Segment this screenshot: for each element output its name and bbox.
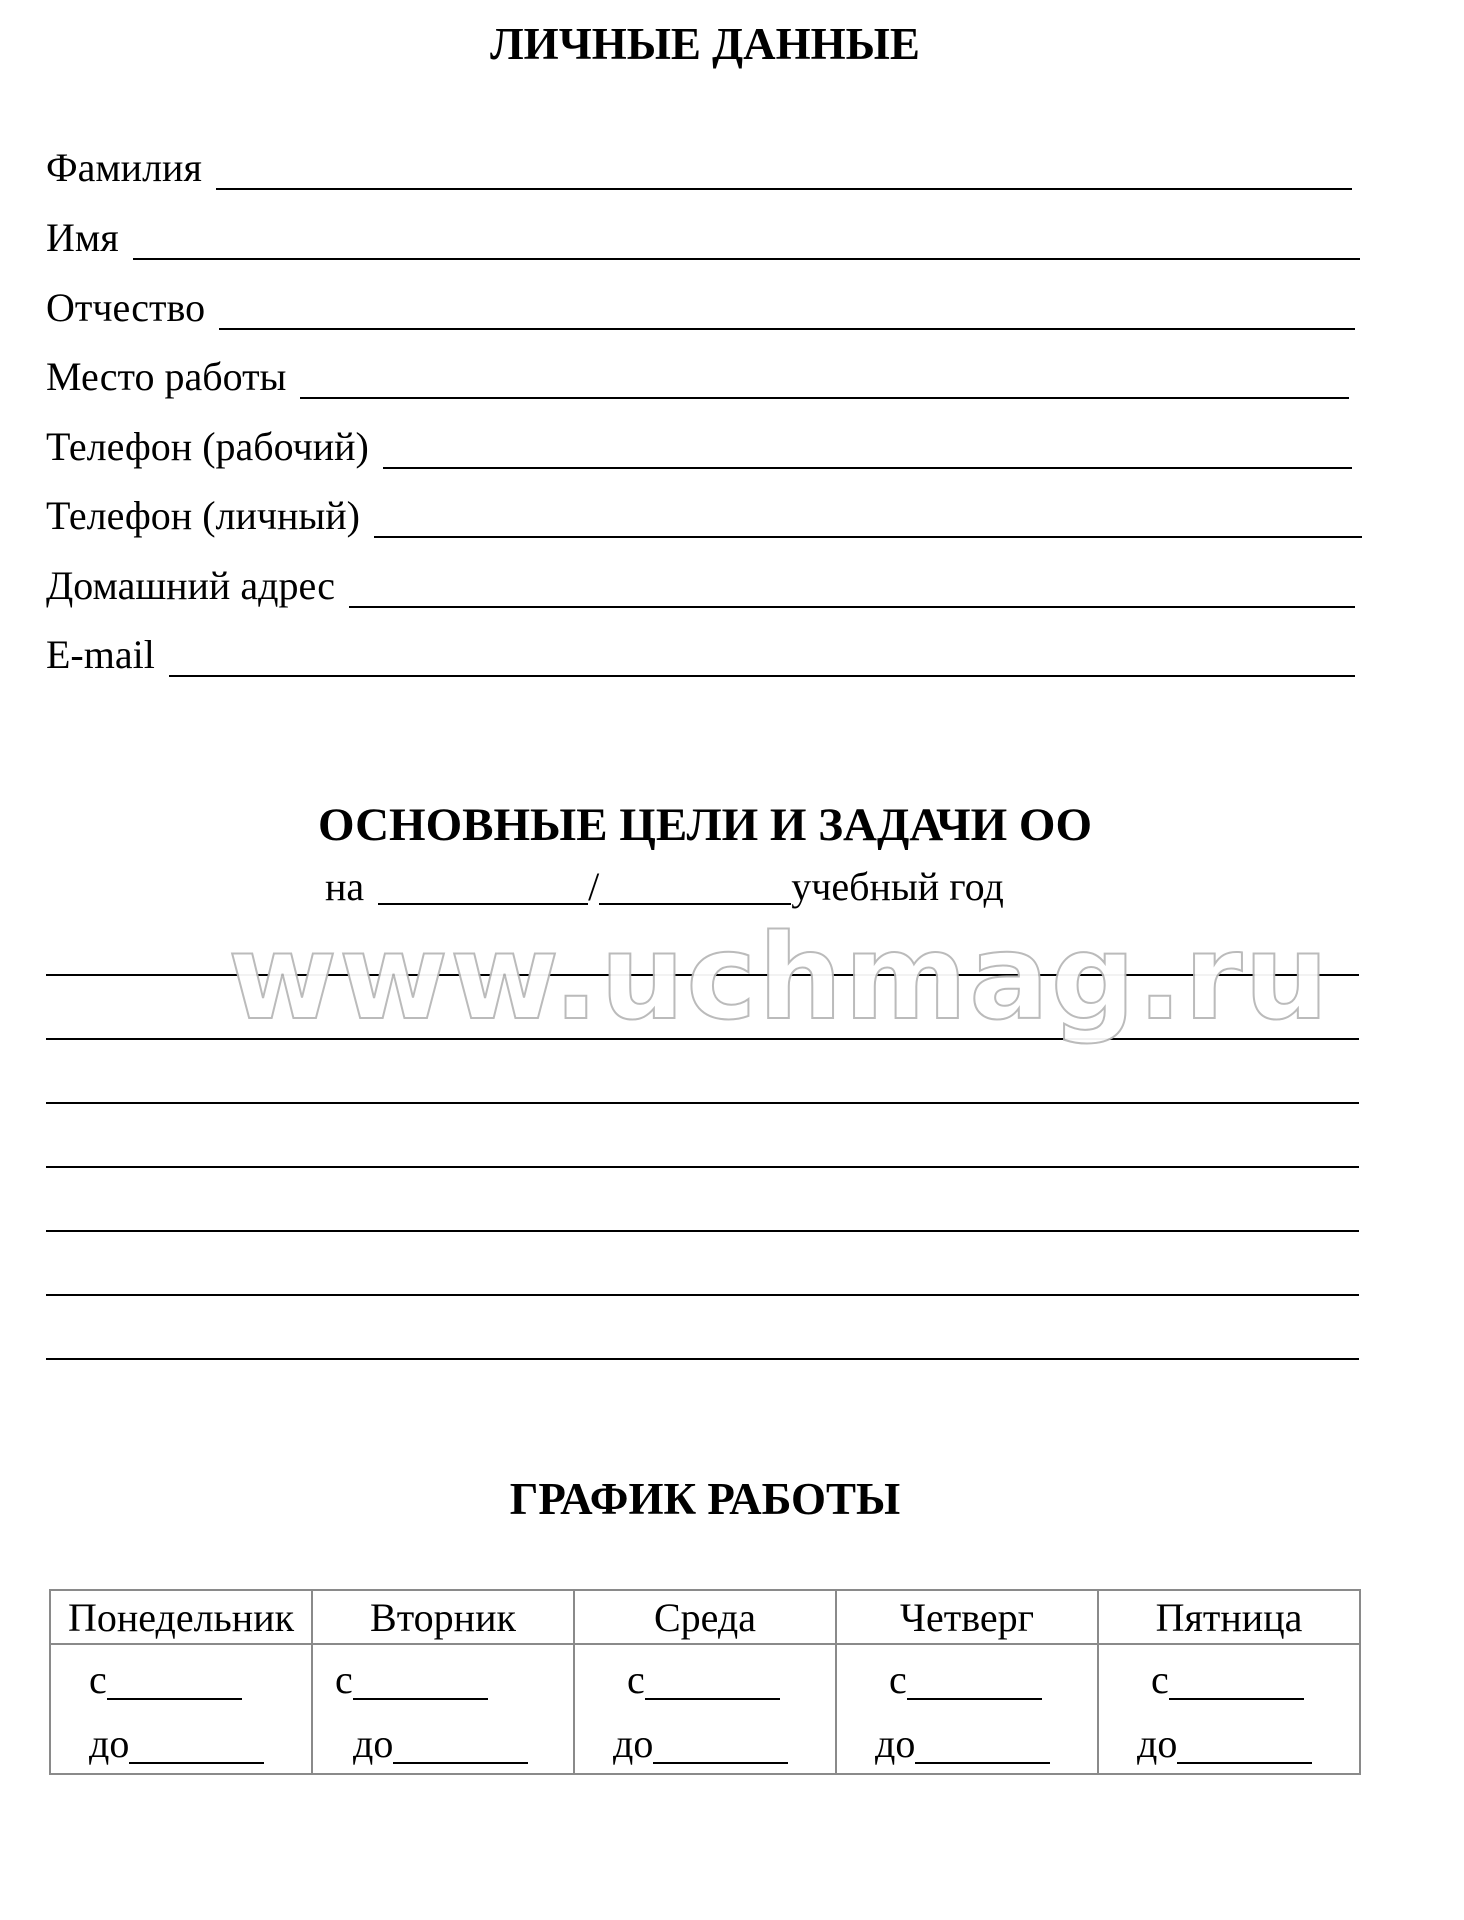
schedule-table xyxy=(49,1589,1361,1775)
to-label: до xyxy=(1137,1721,1178,1766)
goals-line[interactable] xyxy=(46,1358,1359,1360)
field-label: Фамилия xyxy=(46,145,202,190)
thursday-hours-cell xyxy=(836,1644,1098,1774)
field-home-address xyxy=(46,560,1355,610)
time-from xyxy=(51,1657,311,1703)
day-header-monday: Понедельник xyxy=(50,1590,312,1644)
time-to xyxy=(51,1721,311,1767)
field-label: Имя xyxy=(46,215,119,260)
watermark: www.uchmag.ru xyxy=(228,908,1331,1046)
day-header-friday: Пятница xyxy=(1098,1590,1360,1644)
field-first-name xyxy=(46,212,1360,262)
year-prefix: на xyxy=(325,864,365,909)
field-personal-phone xyxy=(46,490,1362,540)
time-to xyxy=(575,1721,835,1767)
field-work-phone xyxy=(46,421,1352,471)
to-label: до xyxy=(89,1721,130,1766)
goals-line[interactable] xyxy=(46,1230,1359,1232)
to-label: до xyxy=(875,1721,916,1766)
time-from xyxy=(575,1657,835,1703)
year-end-input-line[interactable] xyxy=(599,903,791,905)
field-label: Место работы xyxy=(46,354,287,399)
field-label: Домашний адрес xyxy=(46,563,335,608)
goals-title: ОСНОВНЫЕ ЦЕЛИ И ЗАДАЧИ ОО xyxy=(317,799,1093,851)
from-label: с xyxy=(335,1657,353,1702)
schedule-title: ГРАФИК РАБОТЫ xyxy=(509,1474,901,1524)
time-from xyxy=(1099,1657,1359,1703)
field-label: E-mail xyxy=(46,632,155,677)
schedule-header-row xyxy=(50,1590,1360,1644)
time-to xyxy=(313,1721,573,1767)
from-label: с xyxy=(889,1657,907,1702)
goals-line[interactable] xyxy=(46,1166,1359,1168)
surname-input-line[interactable] xyxy=(216,188,1352,190)
field-patronymic xyxy=(46,282,1355,332)
patronymic-input-line[interactable] xyxy=(219,328,1355,330)
time-from xyxy=(313,1657,573,1703)
email-input-line[interactable] xyxy=(169,675,1355,677)
time-from-input-line[interactable] xyxy=(107,1698,242,1700)
to-label: до xyxy=(353,1721,394,1766)
goals-line[interactable] xyxy=(46,1294,1359,1296)
time-to-input-line[interactable] xyxy=(1177,1762,1312,1764)
time-to-input-line[interactable] xyxy=(129,1762,264,1764)
day-header-tuesday: Вторник xyxy=(312,1590,574,1644)
field-surname xyxy=(46,142,1352,192)
personal-phone-input-line[interactable] xyxy=(374,536,1362,538)
day-header-thursday: Четверг xyxy=(836,1590,1098,1644)
workplace-input-line[interactable] xyxy=(300,397,1349,399)
monday-hours-cell xyxy=(50,1644,312,1774)
first-name-input-line[interactable] xyxy=(133,258,1360,260)
time-to-input-line[interactable] xyxy=(393,1762,528,1764)
time-to xyxy=(1099,1721,1359,1767)
field-label: Телефон (личный) xyxy=(46,493,361,538)
academic-year-row xyxy=(325,863,1004,911)
work-phone-input-line[interactable] xyxy=(383,467,1352,469)
personal-data-title: ЛИЧНЫЕ ДАННЫЕ xyxy=(490,19,920,69)
time-to-input-line[interactable] xyxy=(915,1762,1050,1764)
home-address-input-line[interactable] xyxy=(349,606,1355,608)
year-start-input-line[interactable] xyxy=(378,903,588,905)
friday-hours-cell xyxy=(1098,1644,1360,1774)
time-to xyxy=(837,1721,1097,1767)
field-label: Телефон (рабочий) xyxy=(46,424,369,469)
from-label: с xyxy=(1151,1657,1169,1702)
time-from-input-line[interactable] xyxy=(645,1698,780,1700)
field-email xyxy=(46,629,1355,679)
time-to-input-line[interactable] xyxy=(653,1762,788,1764)
goals-line[interactable] xyxy=(46,1102,1359,1104)
field-workplace xyxy=(46,351,1349,401)
time-from-input-line[interactable] xyxy=(907,1698,1042,1700)
time-from-input-line[interactable] xyxy=(1169,1698,1304,1700)
field-label: Отчество xyxy=(46,285,206,330)
from-label: с xyxy=(627,1657,645,1702)
day-header-wednesday: Среда xyxy=(574,1590,836,1644)
schedule-hours-row xyxy=(50,1644,1360,1774)
year-separator: / xyxy=(588,864,600,909)
from-label: с xyxy=(89,1657,107,1702)
time-from-input-line[interactable] xyxy=(353,1698,488,1700)
time-from xyxy=(837,1657,1097,1703)
year-suffix: учебный год xyxy=(791,864,1004,909)
tuesday-hours-cell xyxy=(312,1644,574,1774)
to-label: до xyxy=(613,1721,654,1766)
wednesday-hours-cell xyxy=(574,1644,836,1774)
